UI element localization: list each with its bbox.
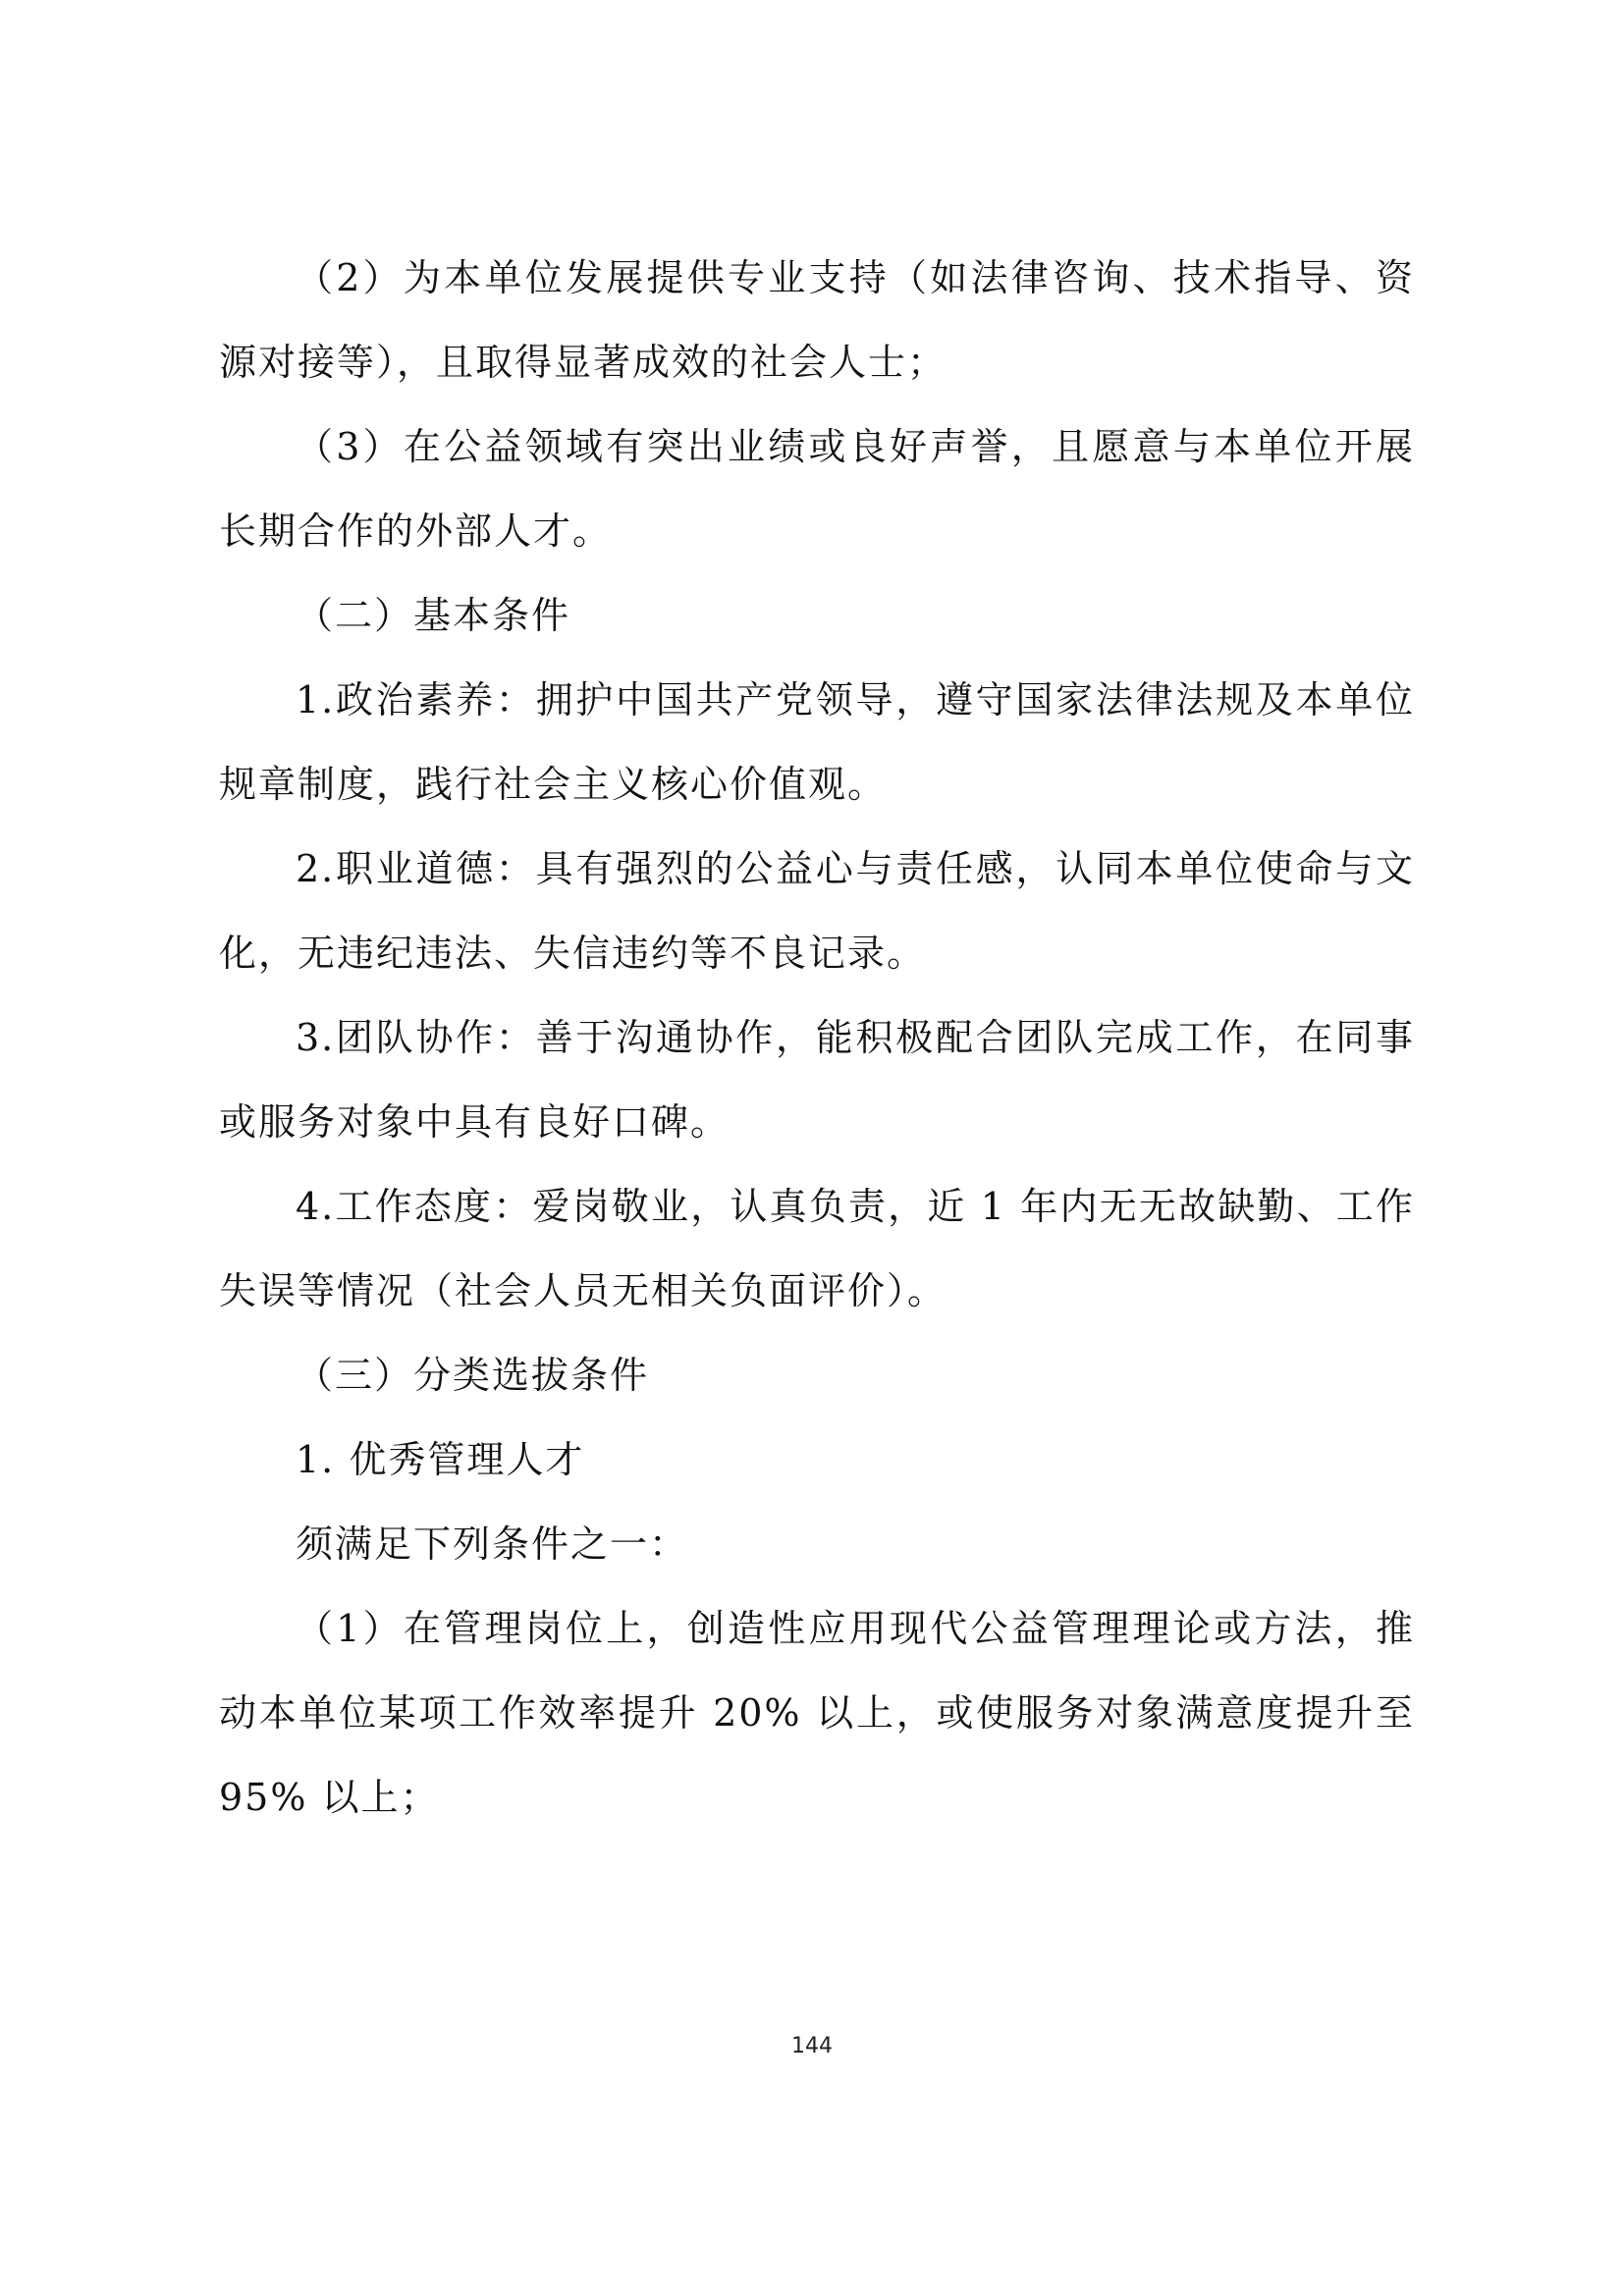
section-heading-basic-conditions: （二）基本条件 xyxy=(296,594,571,637)
paragraph-work-attitude: 4.工作态度：爱岗敬业，认真负责，近 1 年内无无故缺勤、工作失误等情况（社会人员无相关负面评价）。 xyxy=(219,1185,1415,1312)
page-number: 144 xyxy=(791,2034,833,2058)
paragraph-political-quality: 1.政治素养：拥护中国共产党领导，遵守国家法律法规及本单位规章制度，践行社会主义核心价值观。 xyxy=(219,678,1415,806)
paragraph-teamwork: 3.团队协作：善于沟通协作，能积极配合团队完成工作，在同事或服务对象中具有良好口碑。 xyxy=(219,1016,1415,1144)
subheading-management-talent: 1. 优秀管理人才 xyxy=(296,1438,585,1481)
section-heading-selection-conditions: （三）分类选拔条件 xyxy=(296,1354,650,1397)
paragraph-requirement-intro: 须满足下列条件之一： xyxy=(296,1522,689,1566)
paragraph-management-criterion-1: （1）在管理岗位上，创造性应用现代公益管理理论或方法，推动本单位某项工作效率提升 20% 以上，或使服务对象满意度提升至 95% 以上； xyxy=(219,1607,1415,1819)
document-body xyxy=(219,236,1415,1840)
paragraph-professional-ethics: 2.职业道德：具有强烈的公益心与责任感，认同本单位使命与文化，无违纪违法、失信违约等不良记录。 xyxy=(219,847,1415,975)
paragraph-support-professionals: （2）为本单位发展提供专业支持（如法律咨询、技术指导、资源对接等），且取得显著成效的社会人士； xyxy=(219,256,1415,384)
paragraph-external-talent: （3）在公益领域有突出业绩或良好声誉，且愿意与本单位开展长期合作的外部人才。 xyxy=(219,425,1415,553)
